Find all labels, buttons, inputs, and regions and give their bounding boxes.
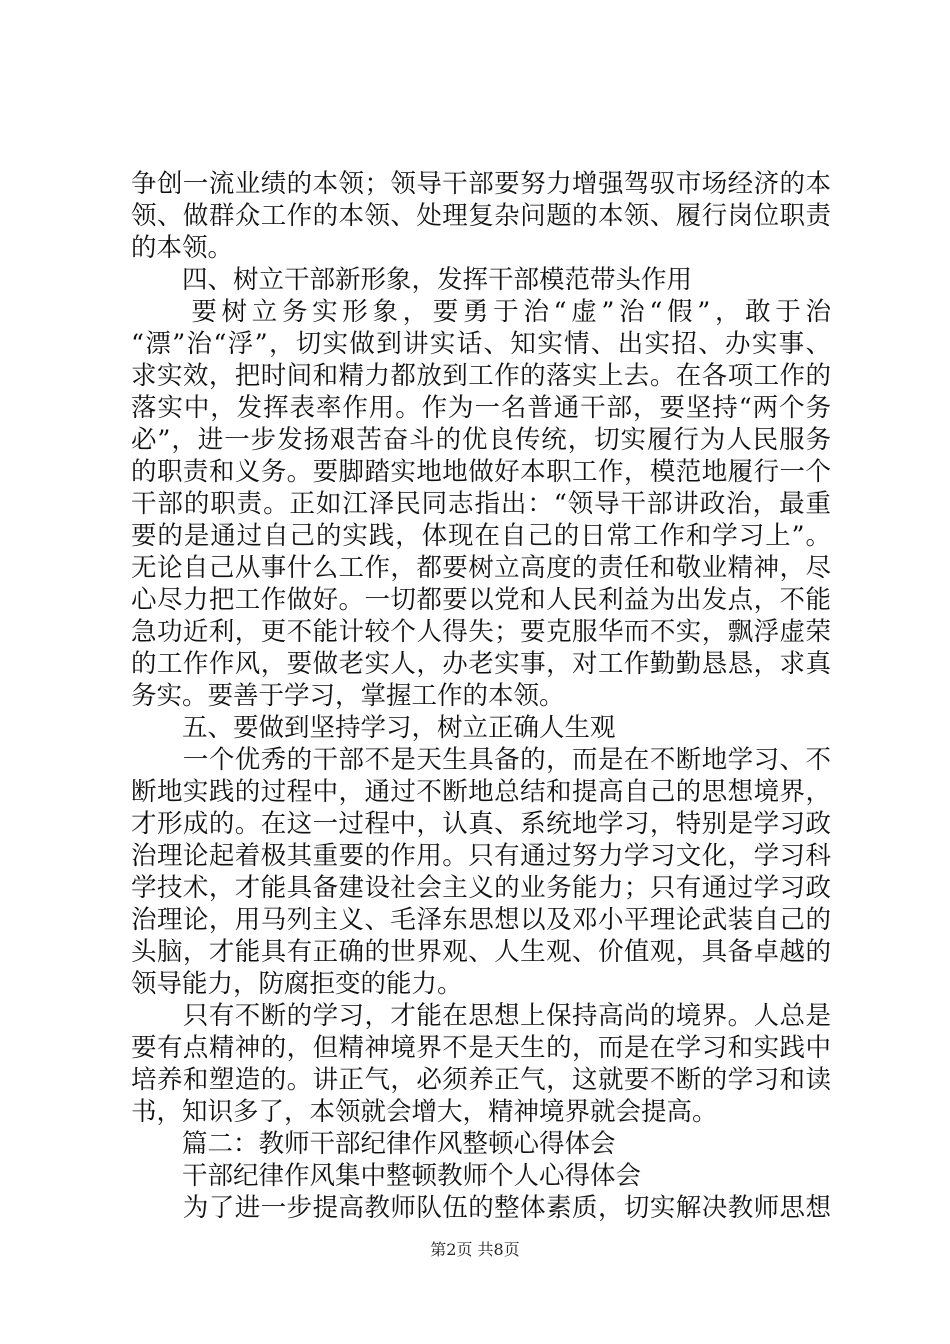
text-line: 无论自己从事什么工作，都要树立高度的责任和敬业精神，尽 [131,553,831,583]
text-line: 头脑，才能具有正确的世界观、人生观、价值观，具备卓越的 [131,937,831,967]
text-line: 务实。要善于学习，掌握工作的本领。 [131,681,565,711]
text-line: 五、要做到坚持学习，树立正确人生观 [131,713,616,743]
text-line: 心尽力把工作做好。一切都要以党和人民利益为出发点，不能 [131,585,831,615]
text-line: 书，知识多了，本领就会增大，精神境界就会提高。 [131,1097,718,1127]
text-line: 断地实践的过程中，通过不断地总结和提高自己的思想境界， [131,777,831,807]
text-line: 才形成的。在这一过程中，认真、系统地学习，特别是学习政 [131,809,831,839]
text-line: 篇二：教师干部纪律作风整顿心得体会 [131,1129,616,1159]
text-line: 领导能力，防腐拒变的能力。 [131,969,463,999]
text-line: 培养和塑造的。讲正气，必须养正气，这就要不断的学习和读 [131,1065,831,1095]
text-line: 要树立务实形象，要勇于治“虚”治“假”，敢于治 [131,297,831,327]
text-line: 求实效，把时间和精力都放到工作的落实上去。在各项工作的 [131,361,831,391]
text-line: 治理论起着极其重要的作用。只有通过努力学习文化，学习科 [131,841,831,871]
text-line: 的本领。 [131,233,234,263]
text-line: 治理论，用马列主义、毛泽东思想以及邓小平理论武装自己的 [131,905,831,935]
text-line: 四、树立干部新形象，发挥干部模范带头作用 [131,265,693,295]
text-line: 干部纪律作风集中整顿教师个人心得体会 [131,1161,642,1191]
text-line: 学技术，才能具备建设社会主义的业务能力；只有通过学习政 [131,873,831,903]
text-line: 争创一流业绩的本领；领导干部要努力增强驾驭市场经济的本 [131,169,831,199]
text-line: 必”，进一步发扬艰苦奋斗的优良传统，切实履行为人民服务 [131,425,831,455]
text-line: 为了进一步提高教师队伍的整体素质，切实解决教师思想 [131,1193,831,1223]
text-line: 只有不断的学习，才能在思想上保持高尚的境界。人总是 [131,1001,831,1031]
text-line: 领、做群众工作的本领、处理复杂问题的本领、履行岗位职责 [131,201,831,231]
page-number-footer: 第2页 共8页 [430,1240,520,1259]
body-text [131,168,831,1224]
text-line: 干部的职责。正如江泽民同志指出：“领导干部讲政治，最重 [131,489,831,519]
text-line: 急功近利，更不能计较个人得失；要克服华而不实，飘浮虚荣 [131,617,831,647]
text-line: 的职责和义务。要脚踏实地地做好本职工作，模范地履行一个 [131,457,831,487]
text-line: “漂”治“浮”，切实做到讲实话、知实情、出实招、办实事、 [131,329,831,359]
text-line: 要的是通过自己的实践，体现在自己的日常工作和学习上”。 [131,521,831,551]
text-line: 落实中，发挥表率作用。作为一名普通干部，要坚持“两个务 [131,393,831,423]
text-line: 要有点精神的，但精神境界不是天生的，而是在学习和实践中 [131,1033,831,1063]
text-line: 一个优秀的干部不是天生具备的，而是在不断地学习、不 [131,745,831,775]
text-line: 的工作作风，要做老实人，办老实事，对工作勤勤恳恳，求真 [131,649,831,679]
